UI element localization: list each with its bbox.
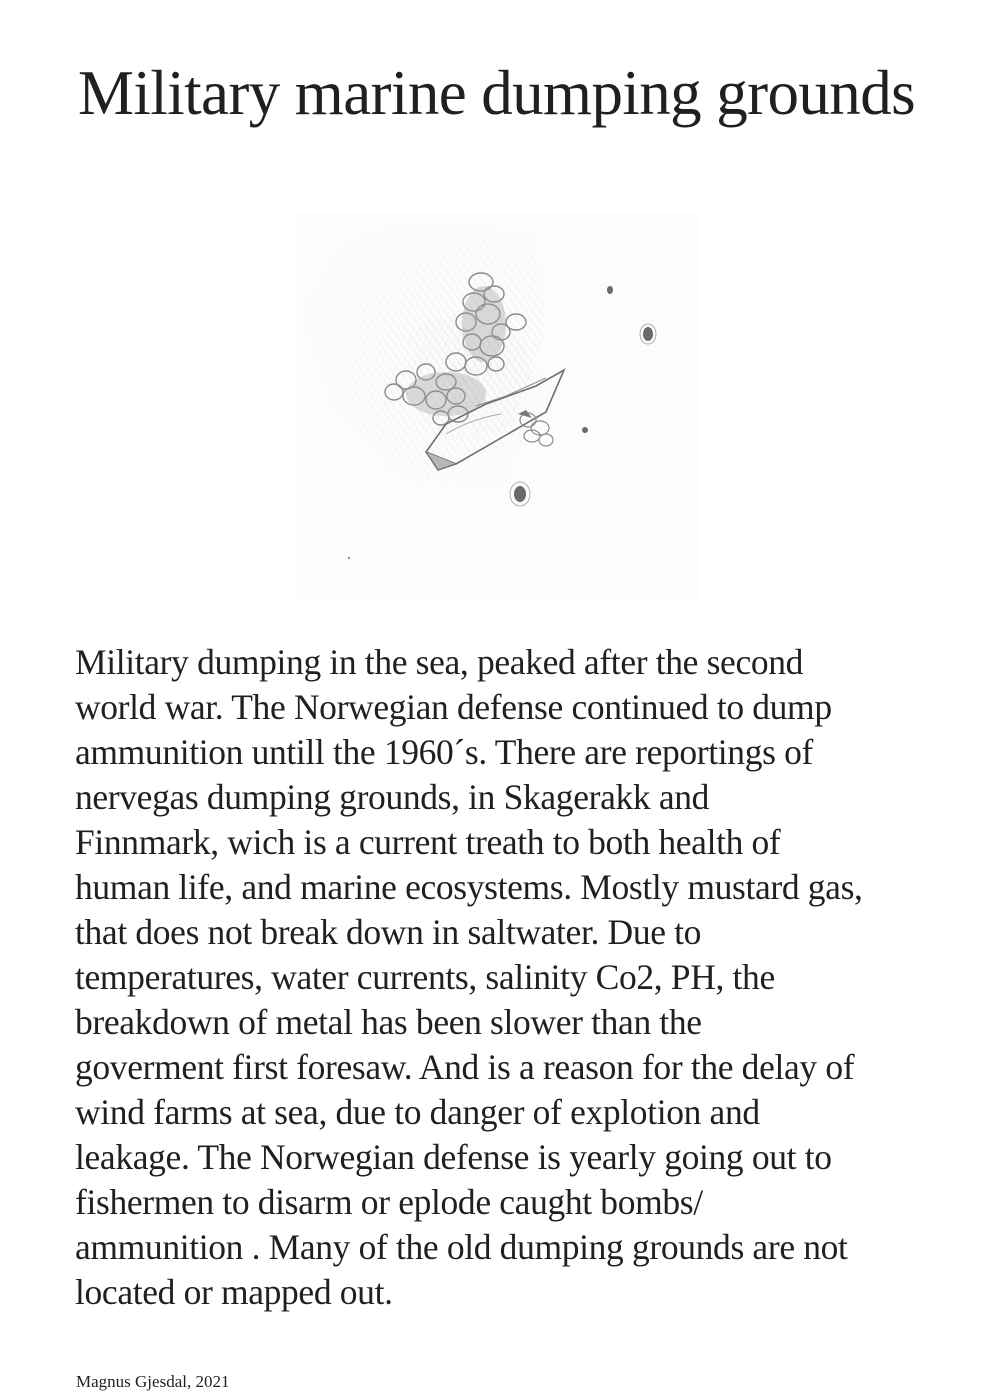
body-line: world war. The Norwegian defense continued to dump bbox=[75, 687, 832, 727]
body-line: fishermen to disarm or eplode caught bombs/ bbox=[75, 1182, 703, 1222]
body-line: leakage. The Norwegian defense is yearly going out to bbox=[75, 1137, 832, 1177]
body-line: goverment first foresaw. And is a reason for the delay of bbox=[75, 1047, 855, 1087]
body-line: human life, and marine ecosystems. Mostly mustard gas, bbox=[75, 867, 863, 907]
body-line: that does not break down in saltwater. Due to bbox=[75, 912, 702, 952]
body-line: ammunition untill the 1960´s. There are reportings of bbox=[75, 732, 813, 772]
author-credit: Magnus Gjesdal, 2021 bbox=[76, 1372, 230, 1391]
body-line: wind farms at sea, due to danger of explotion and bbox=[75, 1092, 760, 1132]
body-line: Finnmark, wich is a current treath to both health of bbox=[75, 822, 781, 862]
sketch-drawing bbox=[296, 214, 698, 600]
body-line: temperatures, water currents, salinity Co2, PH, the bbox=[75, 957, 775, 997]
body-line: located or mapped out. bbox=[75, 1272, 393, 1312]
body-line: nervegas dumping grounds, in Skagerakk and bbox=[75, 777, 710, 817]
body-line: Military dumping in the sea, peaked after the second bbox=[75, 642, 804, 682]
body-paragraph bbox=[75, 640, 955, 1315]
page-title: Military marine dumping grounds bbox=[77, 58, 916, 128]
body-line: ammunition . Many of the old dumping grounds are not bbox=[75, 1227, 848, 1267]
body-line: breakdown of metal has been slower than the bbox=[75, 1002, 702, 1042]
pencil-sketch-illustration bbox=[296, 214, 698, 600]
